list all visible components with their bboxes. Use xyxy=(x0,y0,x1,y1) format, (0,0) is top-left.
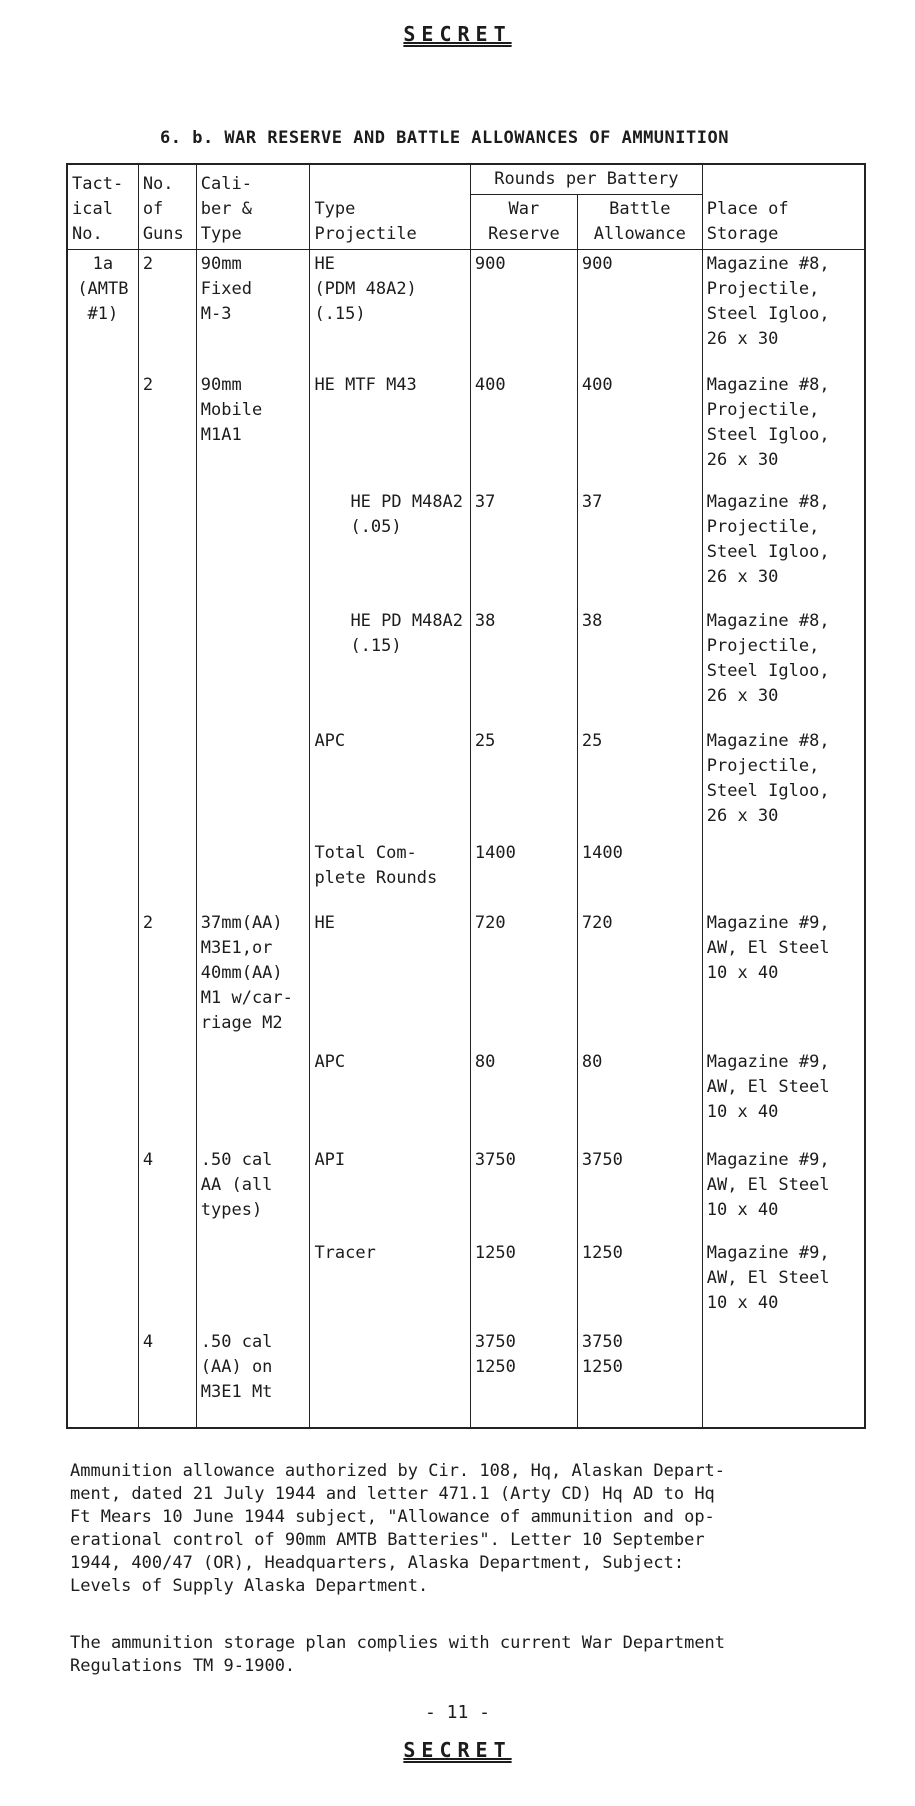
cell-war-reserve: 25 xyxy=(470,727,577,840)
cell-place-of-storage: Magazine #8, Projectile, Steel Igloo, 26 x 30 xyxy=(702,727,865,840)
footer-classification: SECRET xyxy=(403,1738,512,1762)
cell-tactical-no xyxy=(67,839,138,908)
cell-no-of-guns xyxy=(138,607,196,726)
cell-no-of-guns xyxy=(138,1048,196,1146)
cell-no-of-guns: 2 xyxy=(138,909,196,1049)
table-row xyxy=(67,1146,865,1239)
ammunition-table-container xyxy=(66,163,866,1429)
allowance-note: Ammunition allowance authorized by Cir. 108, Hq, Alaskan Depart- ment, dated 21 July 1944 and letter 471.1 (Arty CD) Hq AD to Hq Ft Mears 10 June 1944 subject, "Allowance of ammunition and op- erational control of 90mm AMTB Batteries". Letter 10 September 1944, 400/47 (OR), Headquarters, Alaska Department, Subject: Levels of Supply Alaska Department. xyxy=(70,1461,726,1596)
cell-battle-allowance: 400 xyxy=(577,371,702,488)
cell-type-projectile: Tracer xyxy=(310,1239,470,1328)
cell-war-reserve: 1400 xyxy=(470,839,577,908)
cell-place-of-storage: Magazine #8, Projectile, Steel Igloo, 26 x 30 xyxy=(702,488,865,607)
cell-type-projectile: APC xyxy=(310,1048,470,1146)
cell-tactical-no xyxy=(67,371,138,488)
header-caliber-type: Cali- ber & Type xyxy=(196,164,310,250)
cell-place-of-storage: Magazine #8, Projectile, Steel Igloo, 26 x 30 xyxy=(702,250,865,371)
cell-type-projectile: HE PD M48A2 (.05) xyxy=(310,488,470,607)
cell-no-of-guns xyxy=(138,488,196,607)
storage-plan-note: The ammunition storage plan complies with current War Department Regulations TM 9-1900. xyxy=(70,1633,726,1676)
cell-caliber-type xyxy=(196,1048,310,1146)
table-row xyxy=(67,371,865,488)
cell-battle-allowance: 720 xyxy=(577,909,702,1049)
table-row xyxy=(67,1239,865,1328)
header-rounds-per-battery: Rounds per Battery xyxy=(470,164,702,195)
cell-no-of-guns xyxy=(138,727,196,840)
table-row xyxy=(67,727,865,840)
cell-place-of-storage: Magazine #9, AW, El Steel 10 x 40 xyxy=(702,909,865,1049)
table-row xyxy=(67,250,865,371)
table-row xyxy=(67,488,865,607)
cell-no-of-guns xyxy=(138,839,196,908)
cell-type-projectile: HE PD M48A2 (.15) xyxy=(310,607,470,726)
cell-tactical-no xyxy=(67,488,138,607)
cell-no-of-guns: 2 xyxy=(138,250,196,371)
page-number: - 11 - xyxy=(424,1702,491,1723)
cell-battle-allowance: 25 xyxy=(577,727,702,840)
cell-caliber-type: .50 cal AA (all types) xyxy=(196,1146,310,1239)
table-row xyxy=(67,839,865,908)
cell-caliber-type: .50 cal (AA) on M3E1 Mt xyxy=(196,1328,310,1428)
cell-type-projectile: API xyxy=(310,1146,470,1239)
cell-caliber-type xyxy=(196,607,310,726)
cell-caliber-type: 90mm Fixed M-3 xyxy=(196,250,310,371)
header-place-of-storage: Place of Storage xyxy=(702,164,865,250)
header-war-reserve: War Reserve xyxy=(470,195,577,250)
cell-war-reserve: 400 xyxy=(470,371,577,488)
cell-battle-allowance: 3750 1250 xyxy=(577,1328,702,1428)
cell-tactical-no xyxy=(67,1328,138,1428)
cell-tactical-no xyxy=(67,909,138,1049)
cell-no-of-guns: 2 xyxy=(138,371,196,488)
cell-place-of-storage: Magazine #9, AW, El Steel 10 x 40 xyxy=(702,1048,865,1146)
cell-war-reserve: 37 xyxy=(470,488,577,607)
cell-battle-allowance: 1250 xyxy=(577,1239,702,1328)
header-tactical-no: Tact- ical No. xyxy=(67,164,138,250)
cell-caliber-type: 90mm Mobile M1A1 xyxy=(196,371,310,488)
cell-battle-allowance: 1400 xyxy=(577,839,702,908)
cell-war-reserve: 720 xyxy=(470,909,577,1049)
cell-tactical-no: 1a (AMTB #1) xyxy=(67,250,138,371)
table-body xyxy=(67,250,865,1429)
cell-caliber-type xyxy=(196,1239,310,1328)
cell-place-of-storage xyxy=(702,839,865,908)
cell-place-of-storage: Magazine #9, AW, El Steel 10 x 40 xyxy=(702,1239,865,1328)
header-battle-allowance: Battle Allowance xyxy=(577,195,702,250)
cell-tactical-no xyxy=(67,1146,138,1239)
cell-war-reserve: 80 xyxy=(470,1048,577,1146)
cell-type-projectile: Total Com- plete Rounds xyxy=(310,839,470,908)
document-title: 6. b. WAR RESERVE AND BATTLE ALLOWANCES OF AMMUNITION xyxy=(160,128,729,148)
cell-place-of-storage: Magazine #8, Projectile, Steel Igloo, 26 x 30 xyxy=(702,371,865,488)
cell-war-reserve: 3750 1250 xyxy=(470,1328,577,1428)
table-row xyxy=(67,607,865,726)
cell-battle-allowance: 37 xyxy=(577,488,702,607)
cell-tactical-no xyxy=(67,727,138,840)
cell-war-reserve: 3750 xyxy=(470,1146,577,1239)
cell-place-of-storage: Magazine #8, Projectile, Steel Igloo, 26 x 30 xyxy=(702,607,865,726)
table-row xyxy=(67,909,865,1049)
cell-war-reserve: 1250 xyxy=(470,1239,577,1328)
cell-type-projectile: HE MTF M43 xyxy=(310,371,470,488)
cell-type-projectile: HE xyxy=(310,909,470,1049)
header-type-projectile: Type Projectile xyxy=(310,164,470,250)
cell-place-of-storage: Magazine #9, AW, El Steel 10 x 40 xyxy=(702,1146,865,1239)
cell-caliber-type xyxy=(196,727,310,840)
cell-no-of-guns: 4 xyxy=(138,1328,196,1428)
cell-tactical-no xyxy=(67,1048,138,1146)
cell-battle-allowance: 3750 xyxy=(577,1146,702,1239)
cell-battle-allowance: 80 xyxy=(577,1048,702,1146)
header-classification: SECRET xyxy=(403,22,512,46)
cell-caliber-type xyxy=(196,839,310,908)
table-row xyxy=(67,1328,865,1428)
cell-no-of-guns: 4 xyxy=(138,1146,196,1239)
cell-type-projectile: HE (PDM 48A2) (.15) xyxy=(310,250,470,371)
cell-battle-allowance: 38 xyxy=(577,607,702,726)
cell-war-reserve: 38 xyxy=(470,607,577,726)
cell-caliber-type: 37mm(AA) M3E1,or 40mm(AA) M1 w/car- riage M2 xyxy=(196,909,310,1049)
cell-caliber-type xyxy=(196,488,310,607)
cell-place-of-storage xyxy=(702,1328,865,1428)
cell-no-of-guns xyxy=(138,1239,196,1328)
cell-tactical-no xyxy=(67,1239,138,1328)
table-row xyxy=(67,1048,865,1146)
header-no-of-guns: No. of Guns xyxy=(138,164,196,250)
cell-battle-allowance: 900 xyxy=(577,250,702,371)
ammunition-table xyxy=(66,163,866,1429)
cell-type-projectile xyxy=(310,1328,470,1428)
cell-tactical-no xyxy=(67,607,138,726)
cell-war-reserve: 900 xyxy=(470,250,577,371)
table-header xyxy=(67,164,865,250)
cell-type-projectile: APC xyxy=(310,727,470,840)
